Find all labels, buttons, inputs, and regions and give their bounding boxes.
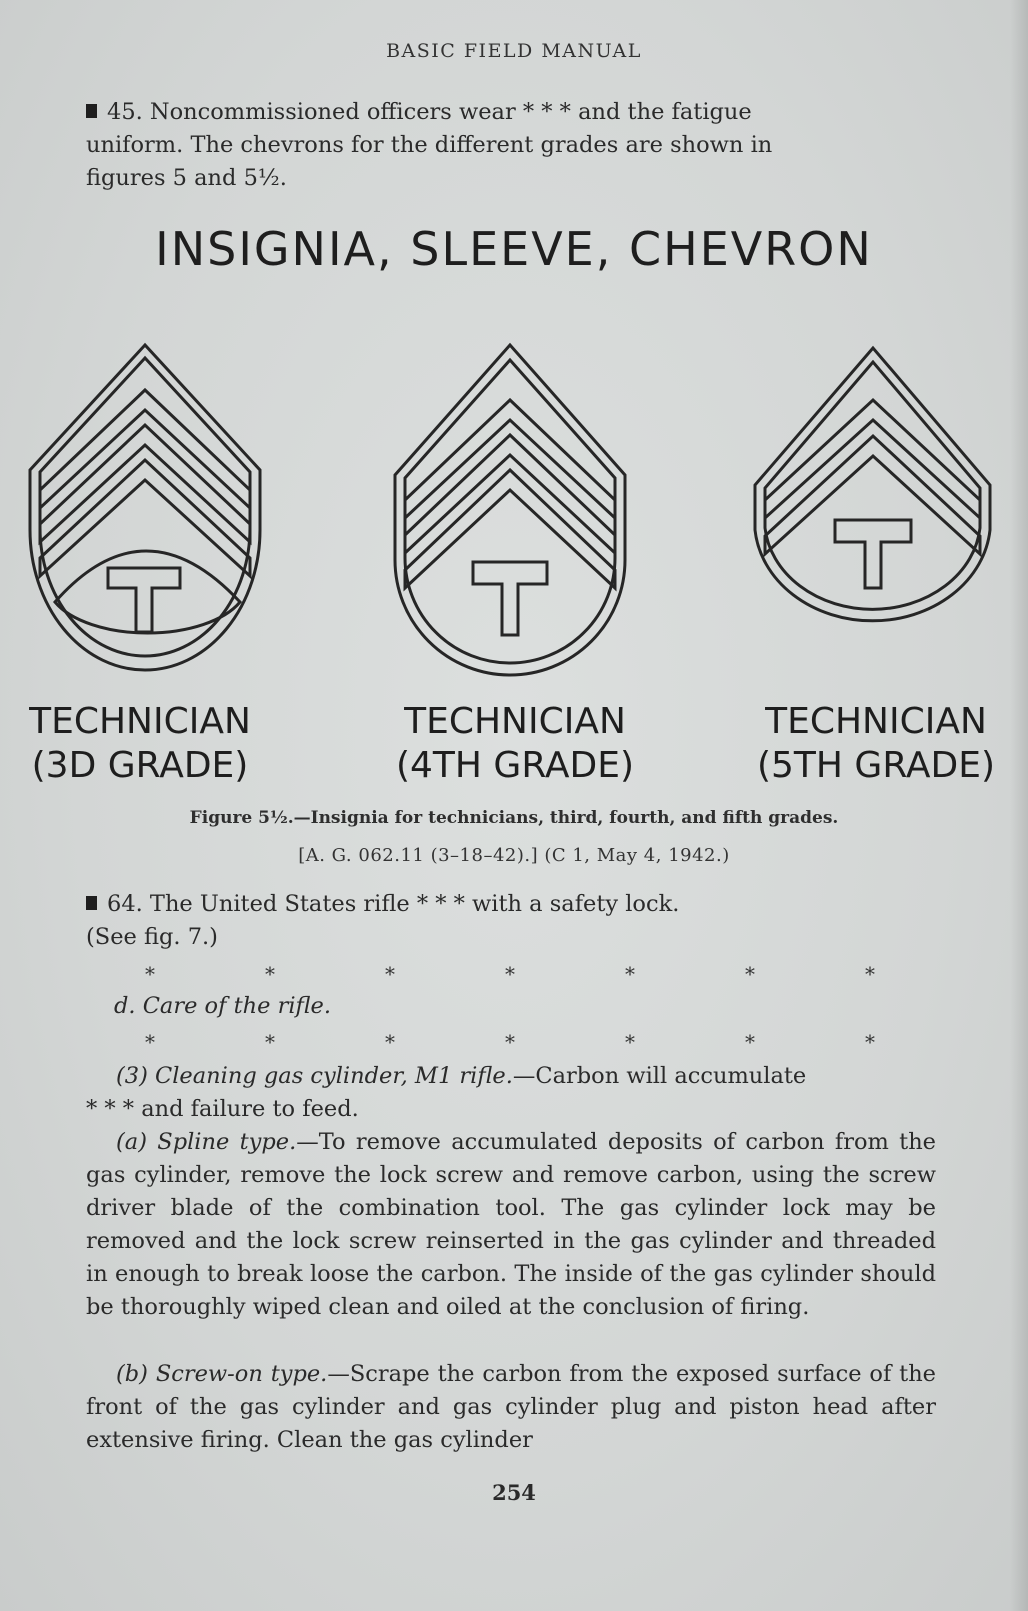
badge-3rd-grade: (3D GRADE) bbox=[31, 745, 249, 786]
figure-caption: Figure 5½.—Insignia for technicians, third, fourth, and fifth grades. bbox=[189, 808, 839, 828]
badge-4th-grade: (4TH GRADE) bbox=[395, 745, 635, 786]
subsection-3-heading: (3) Cleaning gas cylinder, M1 rifle. bbox=[116, 1063, 513, 1089]
asterisk: * bbox=[745, 962, 755, 986]
badge-5th-title: TECHNICIAN bbox=[765, 701, 987, 742]
paragraph-marker bbox=[86, 896, 97, 910]
subsection-b bbox=[86, 1358, 936, 1457]
subsection-b-heading: (b) Screw-on type. bbox=[116, 1361, 328, 1387]
badge-label-5th bbox=[736, 700, 1016, 788]
para-64-line1: 64. The United States rifle * * * with a safety lock. bbox=[107, 891, 680, 917]
asterisk: * bbox=[625, 962, 635, 986]
ellipsis-row-2 bbox=[145, 1030, 875, 1054]
para-64-line2: (See fig. 7.) bbox=[86, 924, 218, 950]
asterisk: * bbox=[865, 1030, 875, 1054]
running-head: BASIC FIELD MANUAL bbox=[386, 40, 642, 62]
chevron-illustration bbox=[0, 340, 1028, 690]
subsection-3 bbox=[86, 1060, 936, 1126]
para-45-line2: uniform. The chevrons for the different grades are shown in bbox=[86, 132, 773, 158]
asterisk: * bbox=[505, 1030, 515, 1054]
ellipsis-row-1 bbox=[145, 962, 875, 986]
subsection-3-text: —Carbon will accumulate bbox=[512, 1063, 807, 1089]
asterisk: * bbox=[505, 962, 515, 986]
chevron-badge-4th-grade bbox=[395, 345, 625, 675]
subsection-d: d. Care of the rifle. bbox=[114, 993, 332, 1019]
asterisk: * bbox=[385, 962, 395, 986]
paragraph-64 bbox=[86, 888, 936, 954]
badge-5th-grade: (5TH GRADE) bbox=[756, 745, 996, 786]
para-45-line1: 45. Noncommissioned officers wear * * * and the fatigue bbox=[107, 99, 752, 125]
chevron-badge-5th-grade bbox=[755, 348, 990, 621]
subsection-a-text: —To remove accumulated deposits of carbon from the gas cylinder, remove the lock screw and remove carbon, using the screw driver blade of the combination tool. The gas cylinder lock may be removed and the lock screw reinserted in the gas cylinder and threaded in enough to break loose the carbon. The inside of the gas cylinder should be thoroughly wiped clean and oiled at the conclusion of firing. bbox=[86, 1129, 936, 1320]
badge-label-4th bbox=[370, 700, 660, 788]
asterisk: * bbox=[265, 962, 275, 986]
asterisk: * bbox=[385, 1030, 395, 1054]
asterisk: * bbox=[145, 1030, 155, 1054]
subsection-b-text: —Scrape the carbon from the exposed surface of the front of the gas cylinder and gas cylinder plug and piston head after extensive firing. Clean the gas cylinder bbox=[86, 1361, 937, 1453]
figure-title: INSIGNIA, SLEEVE, CHEVRON bbox=[155, 222, 873, 276]
paragraph-45 bbox=[86, 96, 936, 195]
figure-citation: [A. G. 062.11 (3–18–42).] (C 1, May 4, 1942.) bbox=[298, 845, 730, 866]
page-number: 254 bbox=[492, 1480, 536, 1505]
badge-label-3rd bbox=[0, 700, 280, 788]
badge-4th-title: TECHNICIAN bbox=[404, 701, 626, 742]
asterisk: * bbox=[625, 1030, 635, 1054]
asterisk: * bbox=[865, 962, 875, 986]
subsection-3-line2: * * * and failure to feed. bbox=[86, 1096, 359, 1122]
badge-3rd-title: TECHNICIAN bbox=[29, 701, 251, 742]
subsection-a bbox=[86, 1126, 936, 1324]
asterisk: * bbox=[265, 1030, 275, 1054]
asterisk: * bbox=[745, 1030, 755, 1054]
para-45-line3: figures 5 and 5½. bbox=[86, 165, 287, 191]
paragraph-marker bbox=[86, 104, 97, 118]
asterisk: * bbox=[145, 962, 155, 986]
chevron-badge-3rd-grade bbox=[30, 345, 260, 670]
subsection-a-heading: (a) Spline type. bbox=[116, 1129, 297, 1155]
